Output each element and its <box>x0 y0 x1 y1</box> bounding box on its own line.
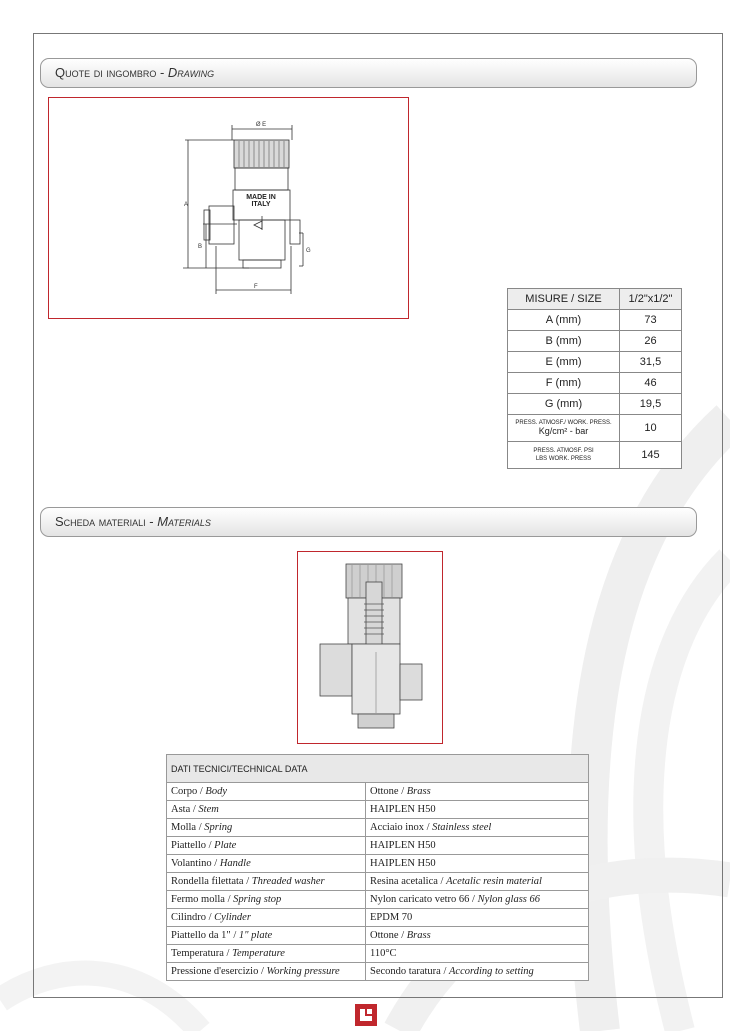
tech-key-it: Rondella filettata / <box>171 876 252 887</box>
table-row <box>167 801 589 819</box>
tech-key <box>167 945 366 963</box>
tech-value-it: HAIPLEN H50 <box>370 858 436 869</box>
size-row-value: 19,5 <box>620 394 682 415</box>
tech-value-it: Acciaio inox / <box>370 822 433 833</box>
tech-value-it: HAIPLEN H50 <box>370 804 436 815</box>
tech-value-it: Resina acetalica / <box>370 876 447 887</box>
press-psi-label <box>508 442 620 469</box>
section-header-materials <box>40 507 697 537</box>
tech-key-en: Spring <box>204 822 233 833</box>
tech-value <box>366 819 589 837</box>
press-psi-line2: LBS WORK. PRESS <box>535 456 592 462</box>
tech-key <box>167 891 366 909</box>
tech-value-en: Stainless steel <box>432 822 492 833</box>
table-row <box>167 891 589 909</box>
tech-key-it: Fermo molla / <box>171 894 234 905</box>
press-psi-value: 145 <box>620 442 682 469</box>
tech-key-en: Threaded washer <box>251 876 325 887</box>
tech-value-it: EPDM 70 <box>370 912 413 923</box>
tech-key <box>167 909 366 927</box>
size-header-value: 1/2"x1/2" <box>620 289 682 310</box>
tech-value-it: Secondo taratura / <box>370 966 450 977</box>
tech-value <box>366 909 589 927</box>
size-row-label: A (mm) <box>508 310 620 331</box>
table-row <box>167 819 589 837</box>
tech-key <box>167 837 366 855</box>
table-row <box>508 373 682 394</box>
tech-key <box>167 819 366 837</box>
section-title-en: Materials <box>157 514 211 529</box>
dim-label-g: G <box>306 248 311 254</box>
tech-key-en: Cylinder <box>214 912 251 923</box>
valve-cutaway-image <box>298 552 442 743</box>
press-bar-value: 10 <box>620 415 682 442</box>
tech-table-header <box>167 755 589 783</box>
tech-key-en: Temperature <box>232 948 285 959</box>
tech-key-it: Temperatura / <box>171 948 233 959</box>
technical-data-table <box>166 754 589 981</box>
size-row-value: 73 <box>620 310 682 331</box>
tech-value-en: According to setting <box>449 966 534 977</box>
table-row <box>167 783 589 801</box>
table-row <box>508 442 682 469</box>
tech-value-it: HAIPLEN H50 <box>370 840 436 851</box>
tech-key-en: 1" plate <box>238 930 273 941</box>
size-row-label: G (mm) <box>508 394 620 415</box>
tech-value <box>366 873 589 891</box>
dim-label-b: B <box>198 244 203 250</box>
section-title-it: Scheda materiali <box>55 514 146 529</box>
tech-key-it: Volantino / <box>171 858 220 869</box>
tech-key-en: Stem <box>198 804 219 815</box>
table-row <box>508 310 682 331</box>
table-row <box>167 927 589 945</box>
table-row <box>508 331 682 352</box>
press-psi-line1: PRESS. ATMOSF. PSI <box>533 448 594 454</box>
table-row <box>508 415 682 442</box>
section-title-sep: - <box>156 65 168 80</box>
size-table <box>507 288 682 469</box>
dim-label-a: A <box>184 202 189 208</box>
tech-key-it: Asta / <box>171 804 199 815</box>
table-row <box>167 945 589 963</box>
section-header-drawing <box>40 58 697 88</box>
tech-value <box>366 855 589 873</box>
tech-key <box>167 855 366 873</box>
section-title-en: Drawing <box>167 65 215 80</box>
tech-value <box>366 801 589 819</box>
tech-header-label: DATI TECNICI/TECHNICAL DATA <box>167 755 589 783</box>
tech-key-en: Body <box>205 786 227 797</box>
table-row <box>508 394 682 415</box>
tech-key-en: Working pressure <box>266 966 340 977</box>
table-row <box>167 873 589 891</box>
table-row <box>167 963 589 981</box>
tech-value-en: Acetalic resin material <box>446 876 542 887</box>
tech-value-it: Ottone / <box>370 930 407 941</box>
tech-value-it: 110°C <box>370 948 397 959</box>
tech-key-it: Piattello / <box>171 840 215 851</box>
table-row <box>508 352 682 373</box>
size-row-value: 31,5 <box>620 352 682 373</box>
size-header-label: MISURE / SIZE <box>508 289 620 310</box>
size-row-value: 26 <box>620 331 682 352</box>
tech-key-en: Spring stop <box>233 894 282 905</box>
tech-value-it: Ottone / <box>370 786 407 797</box>
made-in-line2: ITALY <box>251 201 271 208</box>
table-row <box>167 909 589 927</box>
tech-value <box>366 945 589 963</box>
tech-key-it: Cilindro / <box>171 912 215 923</box>
tech-value-en: Brass <box>406 930 431 941</box>
tech-key-it: Molla / <box>171 822 205 833</box>
section-title-it: Quote di ingombro <box>55 65 157 80</box>
tech-key-it: Corpo / <box>171 786 206 797</box>
dim-label-f: F <box>254 284 258 290</box>
tech-value <box>366 963 589 981</box>
press-bar-label <box>508 415 620 442</box>
size-row-label: F (mm) <box>508 373 620 394</box>
tech-key <box>167 783 366 801</box>
tech-value-en: Nylon glass 66 <box>477 894 541 905</box>
press-bar-line1: PRESS. ATMOSF./ WORK. PRESS. <box>515 420 612 426</box>
materials-box <box>297 551 443 744</box>
tech-value-en: Brass <box>406 786 431 797</box>
size-row-label: E (mm) <box>508 352 620 373</box>
tech-key <box>167 873 366 891</box>
tech-value <box>366 783 589 801</box>
table-row <box>167 837 589 855</box>
tech-value <box>366 837 589 855</box>
tech-value <box>366 927 589 945</box>
dim-label-e: Ø E <box>255 122 267 128</box>
tech-key <box>167 927 366 945</box>
tech-key-en: Handle <box>219 858 251 869</box>
section-title-sep: - <box>145 514 158 529</box>
tech-key <box>167 801 366 819</box>
tech-value <box>366 891 589 909</box>
tech-key-it: Pressione d'esercizio / <box>171 966 267 977</box>
made-in-line1: MADE IN <box>246 194 276 201</box>
press-bar-line2: Kg/cm² - bar <box>538 426 589 436</box>
tech-value-it: Nylon caricato vetro 66 / <box>370 894 478 905</box>
size-table-header <box>508 289 682 310</box>
size-row-value: 46 <box>620 373 682 394</box>
tech-key-it: Piattello da 1" / <box>171 930 239 941</box>
drawing-box <box>48 97 409 319</box>
size-row-label: B (mm) <box>508 331 620 352</box>
valve-drawing <box>49 98 408 318</box>
brand-logo-icon <box>355 1004 377 1026</box>
tech-key-en: Plate <box>214 840 237 851</box>
tech-key <box>167 963 366 981</box>
table-row <box>167 855 589 873</box>
